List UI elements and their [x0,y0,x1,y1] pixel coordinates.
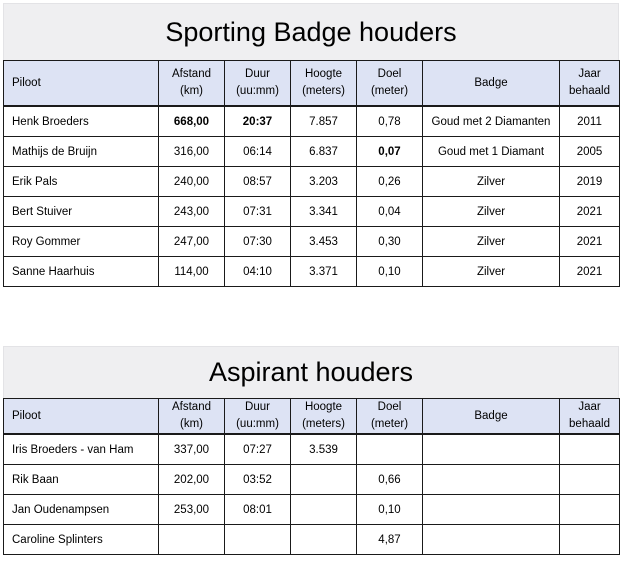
table-row [4,137,620,167]
cell-piloot: Erik Pals [4,167,159,197]
cell-badge [423,525,560,555]
cell-doel: 0,66 [357,465,423,495]
cell-afstand: 668,00 [159,106,225,137]
cell-badge: Zilver [423,257,560,287]
cell-afstand: 337,00 [159,434,225,465]
cell-piloot: Mathijs de Bruijn [4,137,159,167]
cell-duur: 07:30 [225,227,291,257]
cell-jaar: 2005 [560,137,620,167]
table-header-row [4,61,620,107]
table-row [4,465,620,495]
cell-hoogte: 3.539 [291,434,357,465]
cell-jaar [560,525,620,555]
cell-afstand: 247,00 [159,227,225,257]
cell-doel: 0,10 [357,495,423,525]
cell-duur: 20:37 [225,106,291,137]
cell-doel [357,434,423,465]
cell-piloot: Jan Oudenampsen [4,495,159,525]
table-row [4,197,620,227]
cell-badge [423,495,560,525]
cell-badge: Zilver [423,167,560,197]
header-afstand: Afstand (km) [159,399,225,435]
cell-duur: 08:01 [225,495,291,525]
cell-doel: 0,07 [357,137,423,167]
cell-piloot: Caroline Splinters [4,525,159,555]
cell-hoogte: 6.837 [291,137,357,167]
cell-badge: Goud met 2 Diamanten [423,106,560,137]
table-row [4,227,620,257]
header-hoogte: Hoogte (meters) [291,61,357,107]
cell-afstand: 243,00 [159,197,225,227]
cell-hoogte: 3.371 [291,257,357,287]
cell-piloot: Henk Broeders [4,106,159,137]
cell-piloot: Roy Gommer [4,227,159,257]
sporting-badge-title: Sporting Badge houders [3,3,619,60]
cell-badge: Zilver [423,197,560,227]
table-row [4,106,620,137]
cell-doel: 4,87 [357,525,423,555]
header-badge: Badge [423,61,560,107]
header-jaar: Jaar behaald [560,399,620,435]
table-row [4,495,620,525]
header-piloot: Piloot [4,399,159,435]
cell-jaar: 2021 [560,197,620,227]
header-badge: Badge [423,399,560,435]
cell-duur: 07:31 [225,197,291,227]
table-row [4,525,620,555]
cell-doel: 0,10 [357,257,423,287]
cell-hoogte [291,495,357,525]
cell-piloot: Iris Broeders - van Ham [4,434,159,465]
header-doel: Doel (meter) [357,61,423,107]
header-duur: Duur (uu:mm) [225,399,291,435]
cell-afstand: 202,00 [159,465,225,495]
header-hoogte: Hoogte (meters) [291,399,357,435]
cell-jaar: 2021 [560,227,620,257]
cell-duur: 08:57 [225,167,291,197]
cell-duur: 03:52 [225,465,291,495]
cell-jaar: 2021 [560,257,620,287]
cell-badge [423,434,560,465]
aspirant-table [3,398,620,555]
cell-duur: 07:27 [225,434,291,465]
cell-afstand: 253,00 [159,495,225,525]
cell-afstand: 240,00 [159,167,225,197]
table-row [4,434,620,465]
header-duur: Duur (uu:mm) [225,61,291,107]
sporting-badge-table [3,60,620,287]
cell-jaar [560,495,620,525]
table-row [4,257,620,287]
header-piloot: Piloot [4,61,159,107]
cell-piloot: Bert Stuiver [4,197,159,227]
cell-jaar: 2011 [560,106,620,137]
cell-jaar [560,465,620,495]
cell-badge [423,465,560,495]
cell-hoogte: 7.857 [291,106,357,137]
cell-doel: 0,78 [357,106,423,137]
cell-piloot: Sanne Haarhuis [4,257,159,287]
cell-duur: 06:14 [225,137,291,167]
cell-doel: 0,30 [357,227,423,257]
cell-afstand: 114,00 [159,257,225,287]
cell-jaar: 2019 [560,167,620,197]
cell-afstand: 316,00 [159,137,225,167]
header-jaar: Jaar behaald [560,61,620,107]
cell-hoogte [291,465,357,495]
table-header-row [4,399,620,435]
cell-badge: Goud met 1 Diamant [423,137,560,167]
cell-badge: Zilver [423,227,560,257]
table-row [4,167,620,197]
cell-doel: 0,04 [357,197,423,227]
cell-afstand [159,525,225,555]
cell-hoogte [291,525,357,555]
cell-hoogte: 3.341 [291,197,357,227]
cell-hoogte: 3.453 [291,227,357,257]
aspirant-title: Aspirant houders [3,346,619,398]
sporting-badge-section [3,3,619,287]
cell-hoogte: 3.203 [291,167,357,197]
cell-doel: 0,26 [357,167,423,197]
header-doel: Doel (meter) [357,399,423,435]
cell-piloot: Rik Baan [4,465,159,495]
header-afstand: Afstand (km) [159,61,225,107]
aspirant-section [3,346,619,555]
cell-jaar [560,434,620,465]
cell-duur: 04:10 [225,257,291,287]
cell-duur [225,525,291,555]
